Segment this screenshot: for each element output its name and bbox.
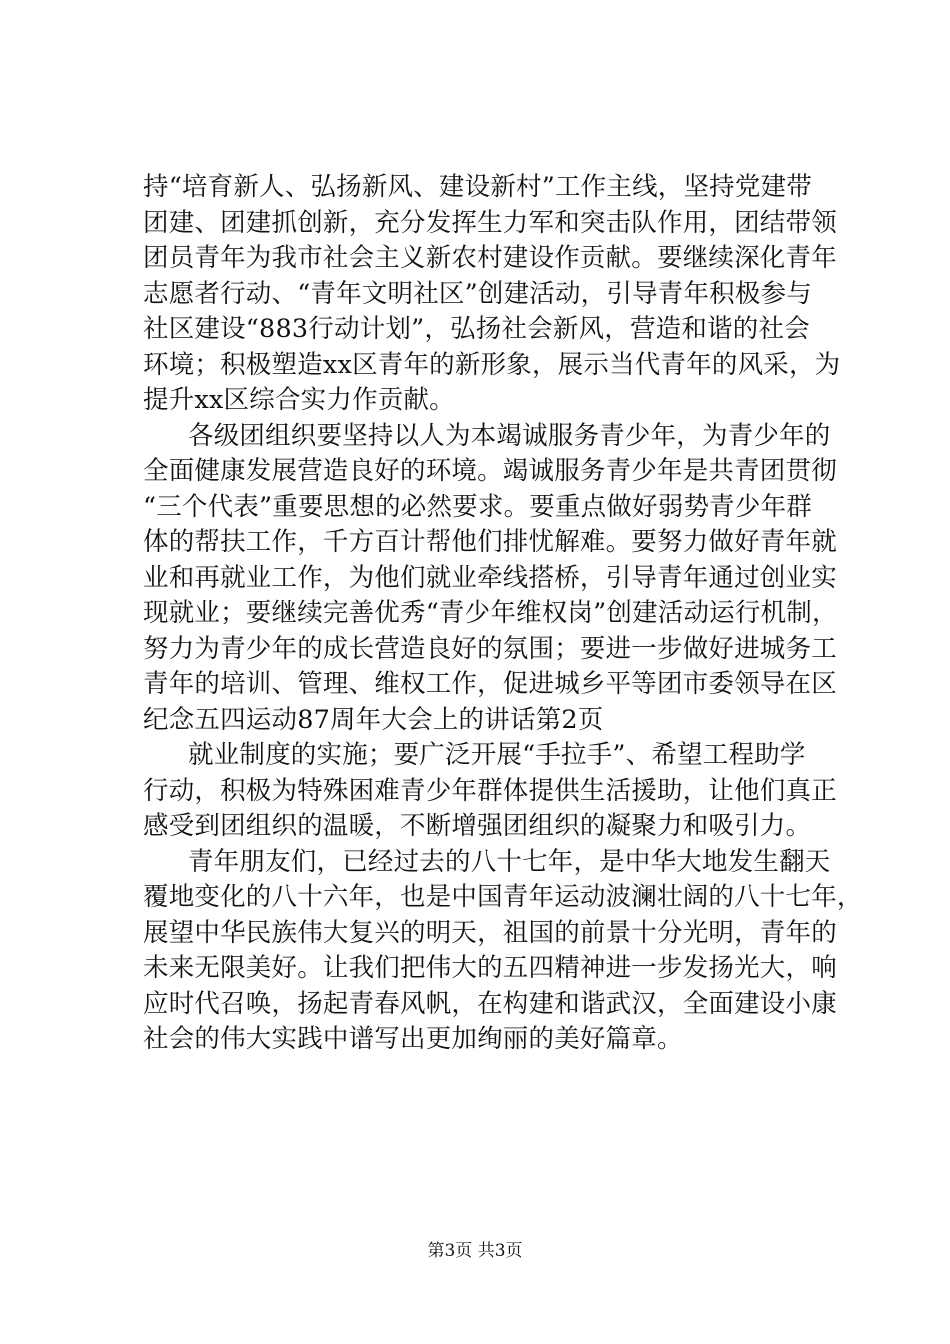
paragraph-first-line: 各级团组织要坚持以人为本竭诚服务青少年，为青少年的	[188, 420, 831, 451]
text-line: 未来无限美好。让我们把伟大的五四精神进一步发扬光大，响	[143, 953, 837, 983]
text-line: 志愿者行动、“青年文明社区”创建活动，引导青年积极参与	[143, 278, 812, 309]
text-line: 团建、团建抓创新，充分发挥生力军和突击队作用，团结带领	[143, 207, 837, 238]
page-footer	[0, 1240, 950, 1262]
page-number: 第3页 共3页	[427, 1241, 523, 1261]
text-line: 行动，积极为特殊困难青少年群体提供生活援助，让他们真正	[143, 775, 837, 806]
text-line: 青年的培训、管理、维权工作，促进城乡平等团市委领导在区	[143, 669, 837, 699]
paragraph-first-line: 就业制度的实施；要广泛开展“手拉手”、希望工程助学	[188, 740, 806, 770]
text-line: 持“培育新人、弘扬新风、建设新村”工作主线，坚持党建带	[143, 172, 812, 202]
text-line: 全面健康发展营造良好的环境。竭诚服务青少年是共青团贯彻	[143, 456, 837, 486]
text-line: 纪念五四运动87周年大会上的讲话第2页	[143, 704, 604, 735]
text-line: 展望中华民族伟大复兴的明天，祖国的前景十分光明，青年的	[143, 917, 837, 948]
document-body	[143, 170, 863, 1058]
text-line: 环境；积极塑造xx区青年的新形象，展示当代青年的风采，为	[143, 349, 841, 380]
text-line: 业和再就业工作，为他们就业牵线搭桥，引导青年通过创业实	[143, 562, 837, 593]
text-line: 社会的伟大实践中谱写出更加绚丽的美好篇章。	[143, 1024, 683, 1054]
text-line: 感受到团组织的温暖，不断增强团组织的凝聚力和吸引力。	[143, 811, 812, 841]
text-line: 应时代召唤，扬起青春风帆，在构建和谐武汉，全面建设小康	[143, 988, 837, 1019]
text-line: 体的帮扶工作，千方百计帮他们排忧解难。要努力做好青年就	[143, 527, 837, 557]
text-line: “三个代表”重要思想的必然要求。要重点做好弱势青少年群	[143, 491, 812, 522]
text-line: 提升xx区综合实力作贡献。	[143, 385, 455, 415]
text-line: 现就业；要继续完善优秀“青少年维权岗”创建活动运行机制，	[143, 598, 838, 628]
text-line: 覆地变化的八十六年，也是中国青年运动波澜壮阔的八十七年，	[143, 882, 863, 912]
text-line: 努力为青少年的成长营造良好的氛围；要进一步做好进城务工	[143, 633, 837, 664]
paragraph-first-line: 青年朋友们，已经过去的八十七年，是中华大地发生翻天	[188, 846, 831, 877]
text-line: 团员青年为我市社会主义新农村建设作贡献。要继续深化青年	[143, 243, 837, 273]
text-line: 社区建设“883行动计划”，弘扬社会新风，营造和谐的社会	[143, 314, 810, 344]
